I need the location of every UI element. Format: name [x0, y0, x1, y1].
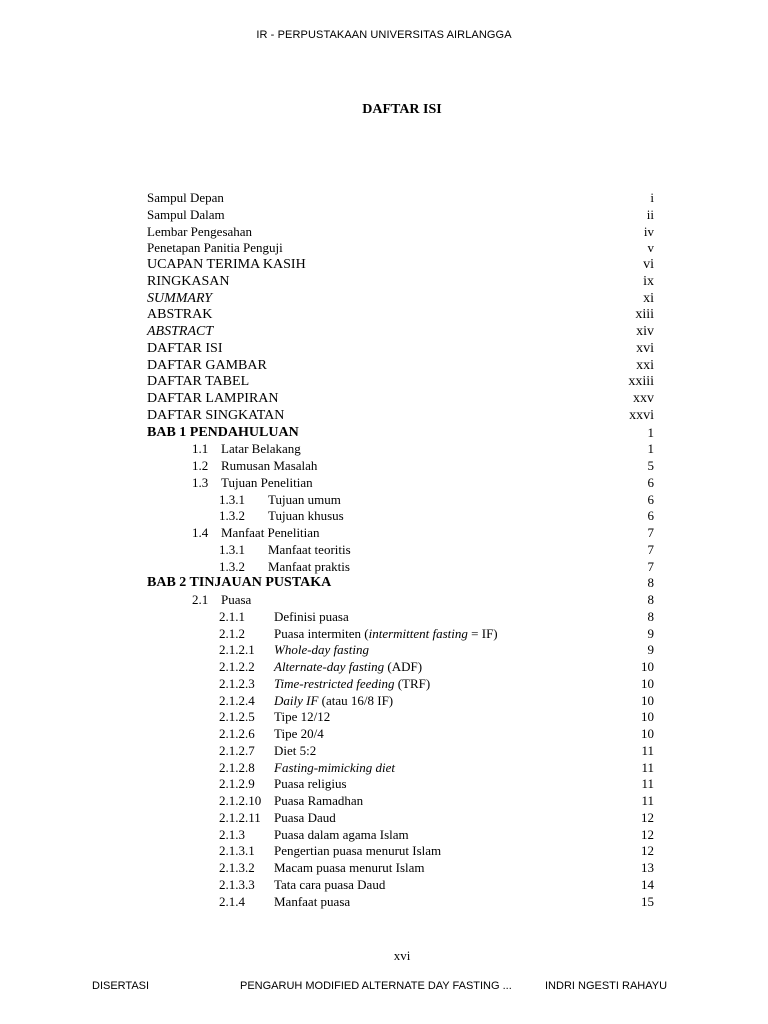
toc-entry	[0, 709, 768, 725]
toc-entry-number: 1.3.1	[219, 492, 245, 507]
toc-entry-label: Tipe 20/4	[274, 726, 324, 741]
toc-entry	[0, 810, 768, 826]
footer-center: PENGARUH MODIFIED ALTERNATE DAY FASTING ...	[240, 980, 512, 992]
toc-entry	[0, 257, 768, 273]
toc-entry	[0, 760, 768, 776]
toc-entry-number: 1.3.1	[219, 542, 245, 557]
toc-entry	[0, 693, 768, 709]
toc-entry-label: Puasa dalam agama Islam	[274, 827, 409, 842]
toc-entry-label: DAFTAR LAMPIRAN	[147, 391, 279, 406]
toc-entry-number: 2.1.2.6	[219, 726, 255, 741]
toc-entry-label: ABSTRAK	[147, 307, 213, 322]
toc-entry-label: Tipe 12/12	[274, 709, 331, 724]
toc-entry-label: Whole-day fasting	[274, 642, 369, 657]
toc-entry-label: Puasa Ramadhan	[274, 793, 364, 808]
toc-entry	[0, 776, 768, 792]
toc-entry-number: 2.1.2.3	[219, 676, 255, 691]
toc-entry	[0, 274, 768, 290]
toc-entry	[0, 190, 768, 206]
toc-entry	[0, 391, 768, 407]
toc-entry-page: xiii	[635, 307, 654, 322]
toc-entry-number: 2.1	[192, 592, 209, 607]
toc-entry	[0, 877, 768, 893]
toc-entry-page: 8	[647, 575, 654, 590]
toc-entry	[0, 676, 768, 692]
toc-entry-page: xxi	[636, 358, 654, 373]
toc-entry-number: 2.1.2.2	[219, 659, 255, 674]
toc-entry-label: DAFTAR GAMBAR	[147, 358, 267, 373]
toc-entry-page: 7	[647, 542, 654, 557]
toc-entry-page: 10	[641, 709, 654, 724]
toc-entry	[0, 425, 768, 441]
toc-entry	[0, 458, 768, 474]
toc-entry-number: 2.1.2.7	[219, 743, 255, 758]
toc-entry	[0, 475, 768, 491]
toc-entry	[0, 508, 768, 524]
toc-entry	[0, 843, 768, 859]
toc-entry-page: vi	[643, 257, 654, 272]
toc-entry-label: Tujuan Penelitian	[221, 475, 313, 490]
toc-entry-label: BAB 2 TINJAUAN PUSTAKA	[147, 575, 332, 590]
toc-entry-number: 2.1.2.5	[219, 709, 255, 724]
toc-entry-label: DAFTAR TABEL	[147, 374, 250, 389]
toc-entry-page: xxv	[633, 391, 654, 406]
toc-entry-number: 2.1.4	[219, 894, 245, 909]
toc-entry-number: 2.1.3.3	[219, 877, 255, 892]
toc-entry-page: 11	[641, 760, 654, 775]
toc-entry	[0, 592, 768, 608]
toc-entry-page: xi	[643, 291, 654, 306]
page-footer	[0, 980, 768, 994]
toc-entry	[0, 441, 768, 457]
toc-entry-page: ix	[643, 274, 654, 289]
toc-entry-page: xxvi	[629, 408, 654, 423]
toc-entry-label: Latar Belakang	[221, 441, 301, 456]
toc-entry-number: 2.1.2.8	[219, 760, 255, 775]
toc-entry-label: Pengertian puasa menurut Islam	[274, 843, 442, 858]
toc-entry-label: Penetapan Panitia Penguji	[147, 240, 283, 255]
toc-entry-label: Macam puasa menurut Islam	[274, 860, 425, 875]
toc-entry-page: 10	[641, 726, 654, 741]
toc-entry-label: Sampul Depan	[147, 190, 224, 205]
toc-entry-number: 2.1.2	[219, 626, 245, 641]
toc-entry-page: 13	[641, 860, 654, 875]
footer-right: INDRI NGESTI RAHAYU	[545, 980, 668, 992]
toc-entry	[0, 324, 768, 340]
toc-entry-page: 14	[641, 877, 654, 892]
toc-entry-page: 6	[647, 508, 654, 523]
toc-entry-page: 10	[641, 693, 654, 708]
toc-entry-page: 9	[647, 642, 654, 657]
toc-entry-number: 1.3.2	[219, 508, 245, 523]
toc-entry-label: Daily IF (atau 16/8 IF)	[274, 693, 394, 708]
toc-entry-page: 1	[647, 425, 654, 440]
page-title: DAFTAR ISI	[362, 102, 442, 117]
toc-entry-label: SUMMARY	[147, 291, 213, 306]
toc-entry	[0, 207, 768, 223]
toc-entry	[0, 559, 768, 575]
toc-entry-label: DAFTAR ISI	[147, 341, 223, 356]
toc-entry	[0, 240, 768, 256]
toc-entry-number: 2.1.3	[219, 827, 245, 842]
toc-entry-page: 11	[641, 793, 654, 808]
toc-entry-label: ABSTRACT	[147, 324, 214, 339]
toc-entry	[0, 492, 768, 508]
toc-entry	[0, 374, 768, 390]
toc-entry	[0, 408, 768, 424]
toc-entry-label: Rumusan Masalah	[221, 458, 318, 473]
toc-entry	[0, 793, 768, 809]
toc-entry-page: 6	[647, 492, 654, 507]
toc-entry-page: 11	[641, 776, 654, 791]
toc-entry-number: 1.4	[192, 525, 209, 540]
toc-entry-number: 1.3.2	[219, 559, 245, 574]
toc-entry-number: 2.1.2.1	[219, 642, 255, 657]
toc-entry-label: Puasa religius	[274, 776, 347, 791]
toc-entry	[0, 860, 768, 876]
toc-entry-number: 2.1.2.9	[219, 776, 255, 791]
toc-entry-page: xvi	[636, 341, 654, 356]
toc-entry-page: 1	[647, 441, 654, 456]
toc-entry	[0, 341, 768, 357]
toc-entry-label: Time-restricted feeding (TRF)	[274, 676, 431, 691]
toc-entry-page: 11	[641, 743, 654, 758]
toc-entry-label: Sampul Dalam	[147, 207, 225, 222]
toc-entry-page: i	[650, 190, 654, 205]
toc-entry-page: 5	[647, 458, 654, 473]
toc-entry-number: 2.1.3.1	[219, 843, 255, 858]
toc-entry-number: 2.1.2.4	[219, 693, 255, 708]
page-header: IR - PERPUSTAKAAN UNIVERSITAS AIRLANGGA	[256, 29, 512, 41]
toc-entry	[0, 642, 768, 658]
toc-entry-label: DAFTAR SINGKATAN	[147, 408, 285, 423]
toc-entry-number: 2.1.2.10	[219, 793, 262, 808]
toc-entry-label: Manfaat Penelitian	[221, 525, 320, 540]
toc-entry-label: Alternate-day fasting (ADF)	[274, 659, 423, 674]
toc-entry-label: Puasa intermiten (intermittent fasting = IF)	[274, 626, 498, 641]
toc-entry-page: xxiii	[628, 374, 654, 389]
toc-entry-label: Manfaat teoritis	[268, 542, 351, 557]
toc-entry-label: RINGKASAN	[147, 274, 230, 289]
toc-entry-page: v	[647, 240, 654, 255]
toc-entry-label: Puasa	[221, 592, 252, 607]
toc-entry-page: ii	[646, 207, 654, 222]
page-number: xvi	[393, 948, 411, 963]
toc-entry-number: 2.1.3.2	[219, 860, 255, 875]
toc-entry-label: Fasting-mimicking diet	[274, 760, 395, 775]
toc-entry-page: 8	[647, 592, 654, 607]
toc-entry-page: 12	[641, 843, 654, 858]
toc-entry	[0, 224, 768, 240]
toc-entry-number: 2.1.1	[219, 609, 245, 624]
toc-entry	[0, 726, 768, 742]
toc-entry	[0, 626, 768, 642]
toc-entry	[0, 659, 768, 675]
toc-entry-page: 12	[641, 810, 654, 825]
toc-entry-page: 10	[641, 676, 654, 691]
toc-entry	[0, 575, 768, 591]
toc-entry-label: Manfaat puasa	[274, 894, 351, 909]
toc-entry	[0, 894, 768, 910]
toc-entry-label: Definisi puasa	[274, 609, 349, 624]
toc-entry-page: 12	[641, 827, 654, 842]
toc-entry-label: Lembar Pengesahan	[147, 224, 253, 239]
toc-entry-label: Puasa Daud	[274, 810, 336, 825]
toc-entry-number: 1.2	[192, 458, 209, 473]
toc-entry-label: Tujuan khusus	[268, 508, 344, 523]
toc-entry-label: Tata cara puasa Daud	[274, 877, 386, 892]
toc-entry-label: Tujuan umum	[268, 492, 341, 507]
toc-entry	[0, 827, 768, 843]
toc-entry	[0, 609, 768, 625]
toc-entry-page: 9	[647, 626, 654, 641]
toc-entry-label: Manfaat praktis	[268, 559, 350, 574]
toc-entry-page: iv	[643, 224, 654, 239]
toc-entry-number: 1.1	[192, 441, 209, 456]
toc-entry-page: xiv	[636, 324, 654, 339]
toc-entry	[0, 307, 768, 323]
toc-entry	[0, 525, 768, 541]
toc-entry-label: UCAPAN TERIMA KASIH	[147, 257, 306, 272]
toc-entry-page: 7	[647, 525, 654, 540]
toc-entry-page: 15	[641, 894, 654, 909]
toc-entry-page: 8	[647, 609, 654, 624]
toc-entry	[0, 358, 768, 374]
toc-entry	[0, 291, 768, 307]
toc-entry-label: Diet 5:2	[274, 743, 317, 758]
toc-entry-label: BAB 1 PENDAHULUAN	[147, 425, 299, 440]
toc-entry-number: 2.1.2.11	[219, 810, 261, 825]
toc-entry-page: 10	[641, 659, 654, 674]
footer-left: DISERTASI	[92, 980, 150, 992]
toc-entry-page: 7	[647, 559, 654, 574]
toc-entry	[0, 743, 768, 759]
toc-entry-number: 1.3	[192, 475, 209, 490]
toc-entry-page: 6	[647, 475, 654, 490]
toc-entry	[0, 542, 768, 558]
